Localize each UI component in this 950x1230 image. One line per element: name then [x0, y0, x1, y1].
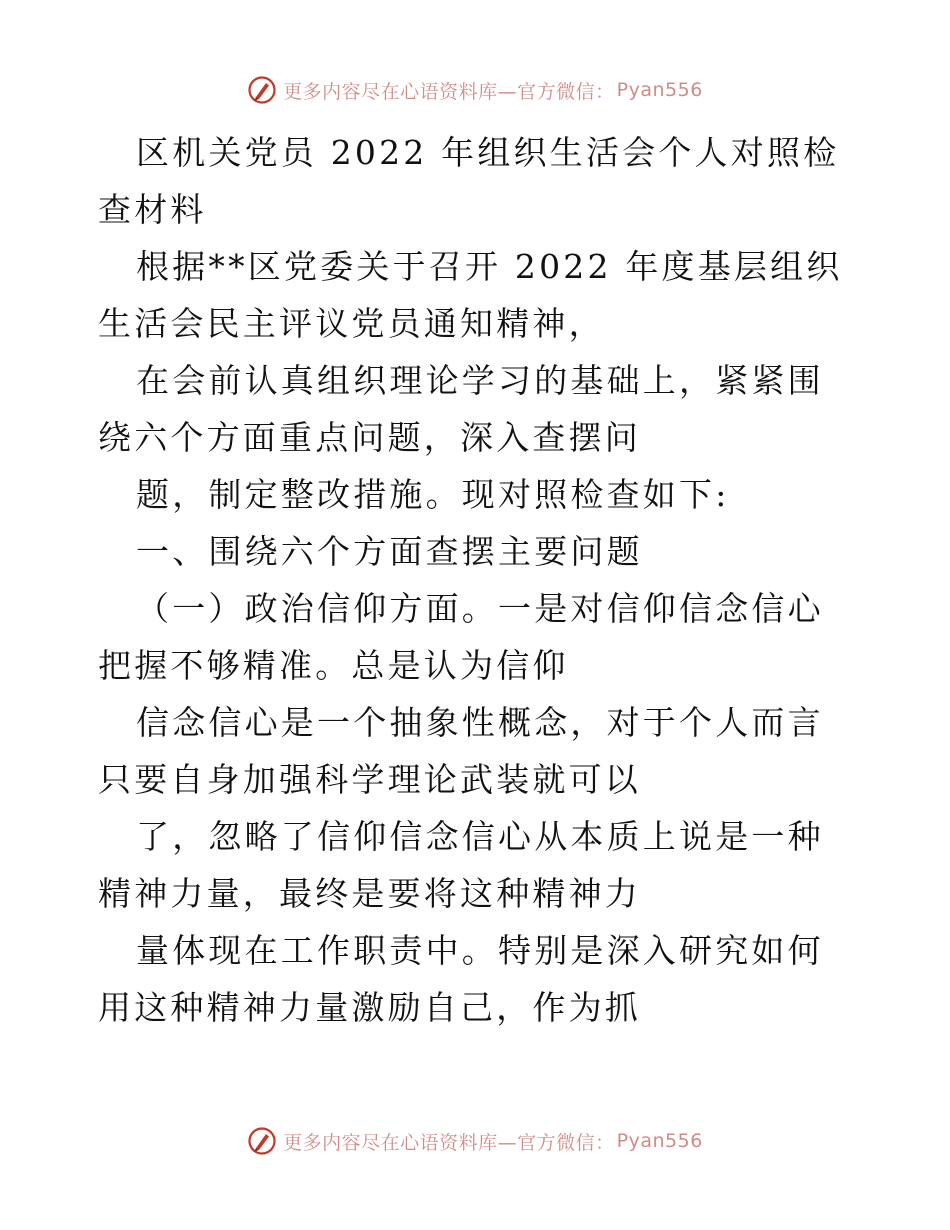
watermark-wechat-id: Pyan556 [616, 1130, 703, 1152]
paragraph: 信念信心是一个抽象性概念，对于个人而言只要自身加强科学理论武装就可以 [98, 703, 824, 799]
watermark-wechat-id: Pyan556 [616, 79, 703, 101]
watermark-text: 更多内容尽在心语资料库—官方微信： [283, 80, 615, 103]
footer-watermark [0, 1121, 950, 1161]
paragraph: 根据**区党委关于召开 2022 年度基层组织生活会民主评议党员通知精神， [98, 247, 843, 343]
document-title: 区机关党员 2022 年组织生活会个人对照检查材料 [98, 133, 840, 229]
section-heading: 一、围绕六个方面查摆主要问题 [136, 532, 643, 571]
document-body [98, 124, 858, 1036]
paragraph: 了，忽略了信仰信念信心从本质上说是一种精神力量，最终是要将这种精神力 [98, 817, 824, 913]
paragraph: （一）政治信仰方面。一是对信仰信念信心把握不够精准。总是认为信仰 [98, 589, 824, 685]
watermark-text: 更多内容尽在心语资料库—官方微信： [283, 1131, 615, 1154]
pen-logo-icon [247, 1126, 277, 1156]
pen-logo-icon [247, 75, 277, 105]
paragraph: 在会前认真组织理论学习的基础上，紧紧围绕六个方面重点问题，深入查摆问 [98, 361, 824, 457]
paragraph: 量体现在工作职责中。特别是深入研究如何用这种精神力量激励自己，作为抓 [98, 931, 824, 1027]
paragraph: 题，制定整改措施。现对照检查如下: [136, 475, 730, 514]
header-watermark [0, 70, 950, 110]
